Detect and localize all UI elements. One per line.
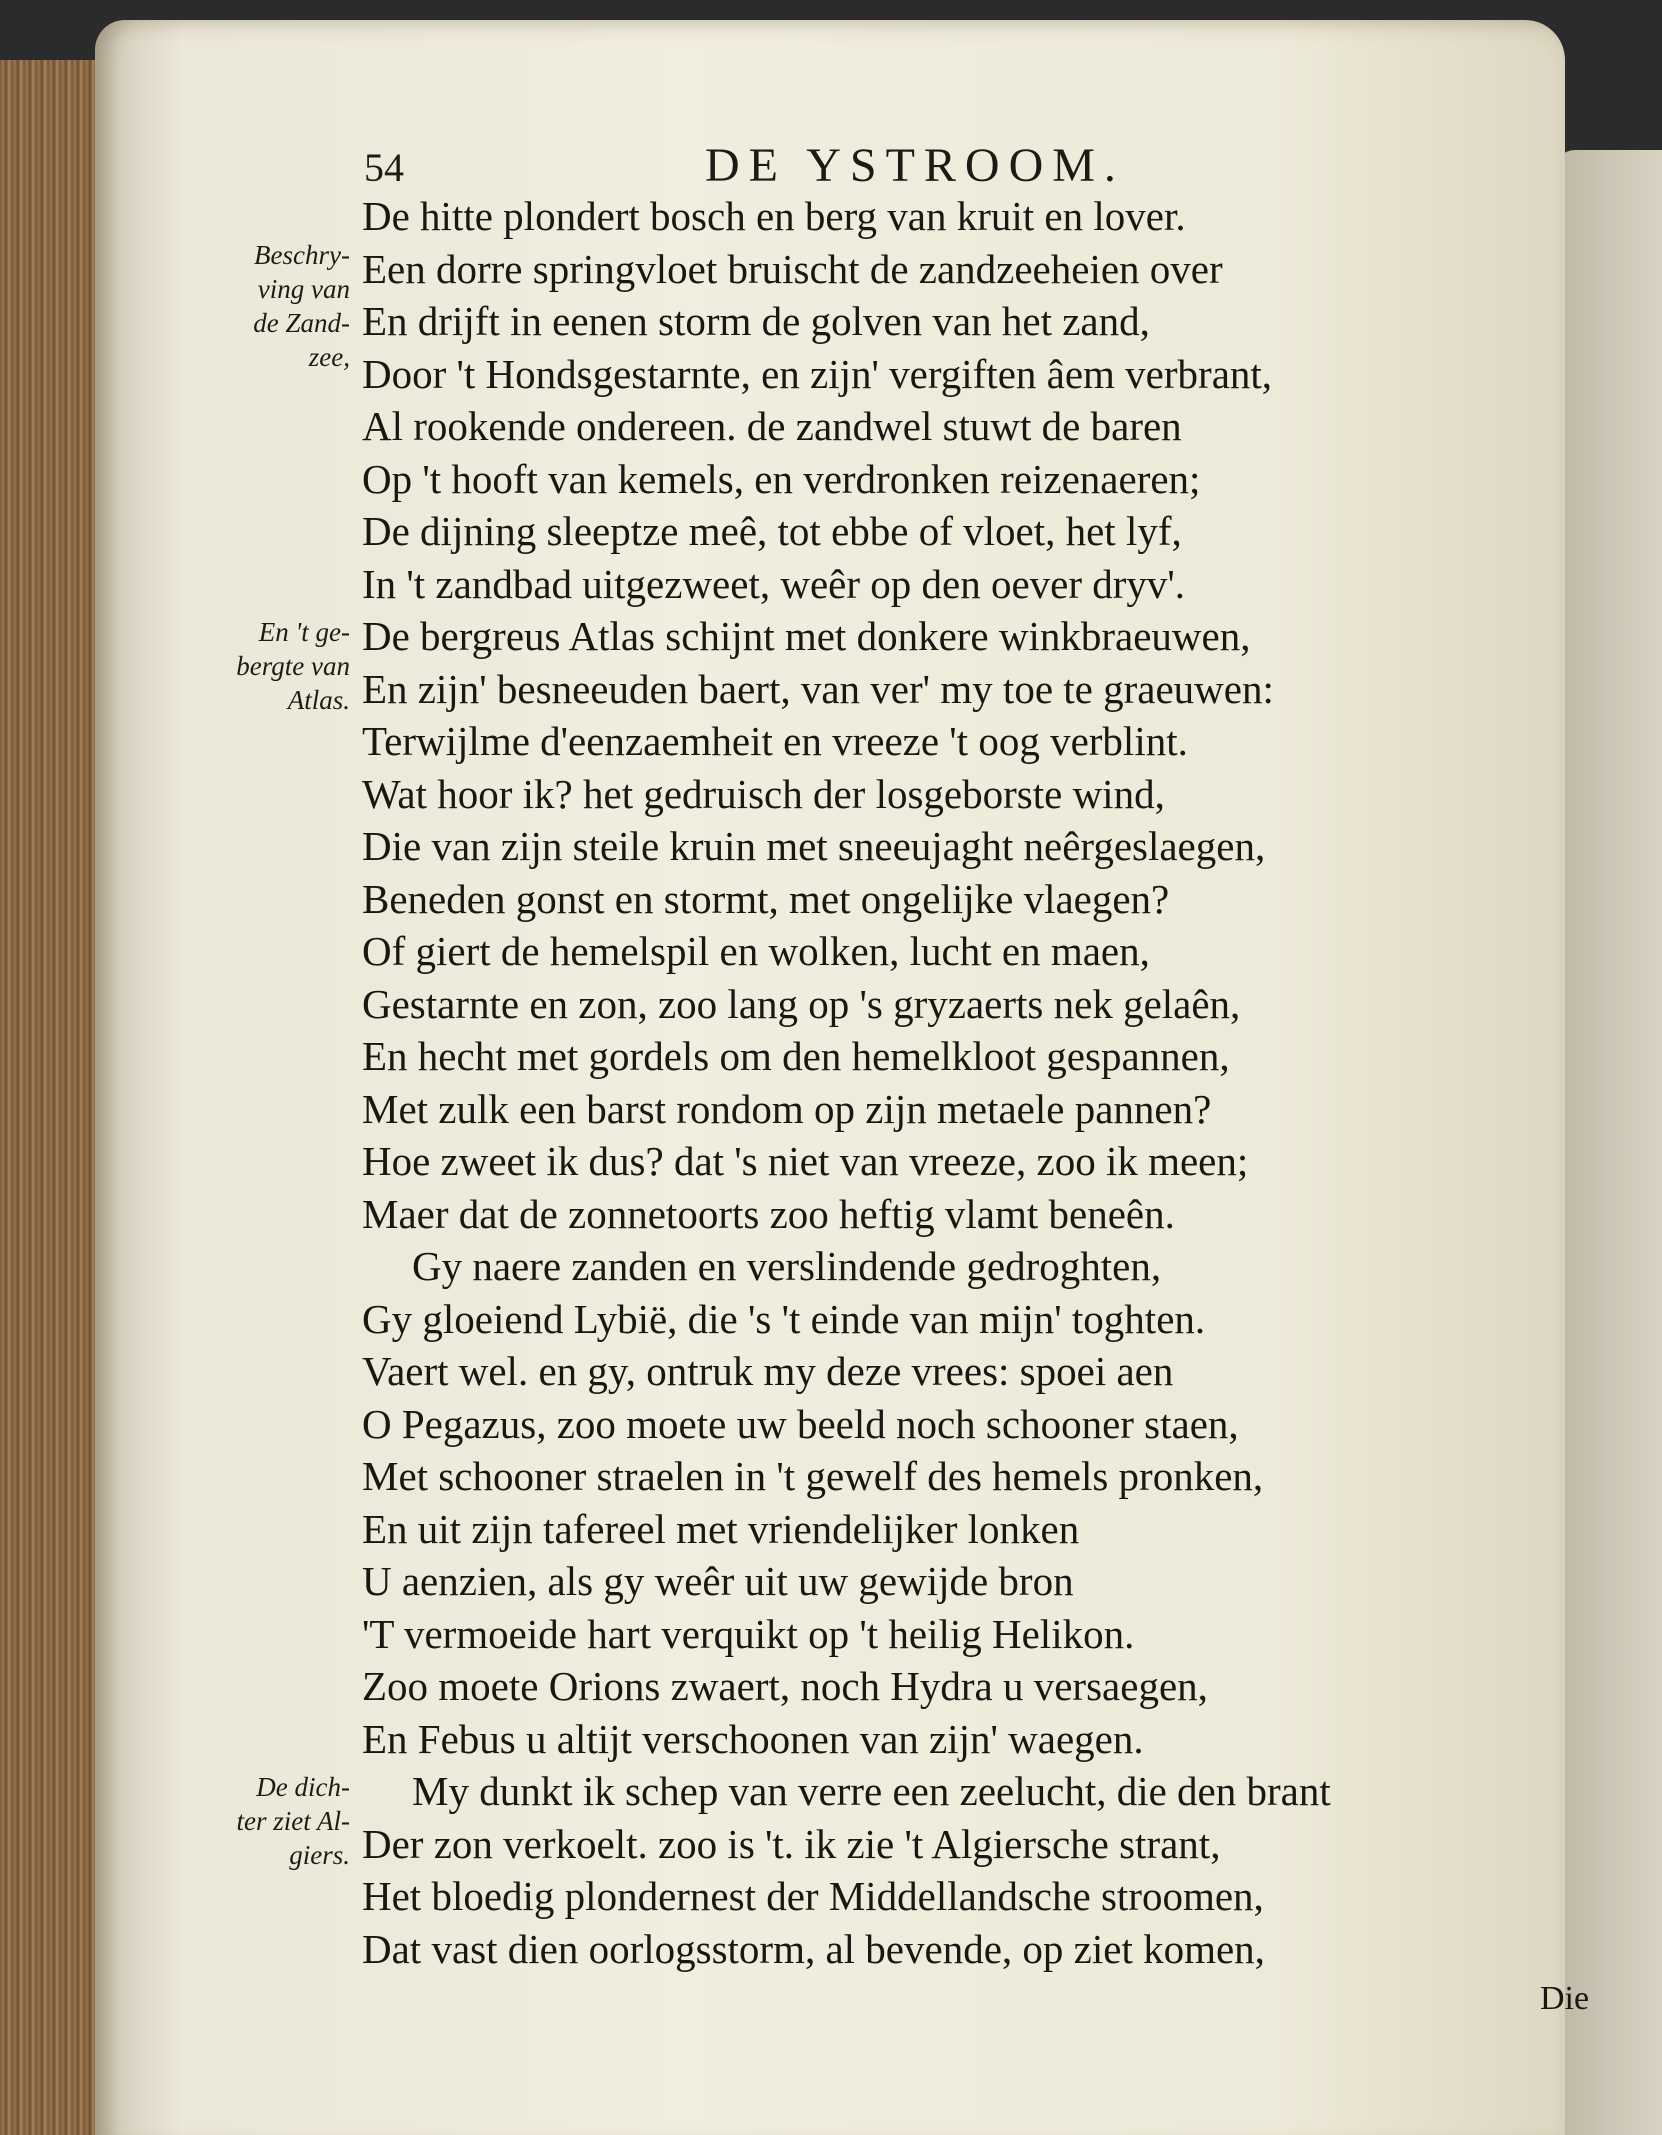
verse-line: De bergreus Atlas schijnt met donkere winkbraeuwen, bbox=[362, 613, 1251, 659]
verse-line: Der zon verkoelt. zoo is 't. ik zie 't Algiersche strant, bbox=[362, 1820, 1221, 1867]
margin-note: En 't ge- bergte van Atlas. bbox=[236, 617, 350, 715]
page-number: 54 bbox=[364, 145, 404, 190]
verse-line: Door 't Hondsgestarnte, en zijn' vergiften âem verbrant, bbox=[362, 350, 1273, 397]
verse-line: Of giert de hemelspil en wolken, lucht en maen, bbox=[362, 928, 1150, 974]
verse-line: Met schooner straelen in 't gewelf des hemels pronken, bbox=[362, 1453, 1264, 1499]
verse-line: Dat vast dien oorlogsstorm, al bevende, op ziet komen, bbox=[362, 1925, 1265, 1972]
verse-line: Gestarnte en zon, zoo lang op 's gryzaerts nek gelaên, bbox=[362, 980, 1241, 1027]
facing-page-edge bbox=[1555, 150, 1662, 2135]
verse-line: Het bloedig plondernest der Middellandsche stroomen, bbox=[362, 1873, 1264, 1919]
verse-line: Hoe zweet ik dus? dat 's niet van vreeze, zoo ik meen; bbox=[362, 1138, 1249, 1184]
verse-line: Met zulk een barst rondom op zijn metaele pannen? bbox=[362, 1085, 1212, 1132]
verse-line: En zijn' besneeuden baert, van ver' my toe te graeuwen: bbox=[362, 665, 1274, 712]
verse-line: En drijft in eenen storm de golven van het zand, bbox=[362, 298, 1150, 344]
verse-line: Die van zijn steile kruin met sneeujaght neêrgeslaegen, bbox=[362, 823, 1266, 869]
margin-note: De dich- ter ziet Al- giers. bbox=[236, 1772, 350, 1870]
verse-line: De dijning sleeptze meê, tot ebbe of vloet, het lyf, bbox=[362, 508, 1182, 554]
verse-line: Wat hoor ik? het gedruisch der losgeborste wind, bbox=[362, 770, 1165, 817]
running-head bbox=[360, 138, 1290, 198]
verse-line: Gy gloeiend Lybië, die 's 't einde van mijn' toghten. bbox=[362, 1295, 1206, 1342]
verse-line: Maer dat de zonnetoorts zoo heftig vlamt beneên. bbox=[362, 1190, 1175, 1237]
verse-line: My dunkt ik schep van verre een zeelucht, die den brant bbox=[412, 1768, 1331, 1814]
verse-line: O Pegazus, zoo moete uw beeld noch schooner staen, bbox=[362, 1400, 1239, 1447]
verse-line: Een dorre springvloet bruischt de zandzeeheien over bbox=[362, 245, 1223, 292]
verse-line: Gy naere zanden en verslindende gedroghten, bbox=[412, 1243, 1162, 1289]
verse-line: Zoo moete Orions zwaert, noch Hydra u versaegen, bbox=[362, 1663, 1208, 1709]
verse-line: Op 't hooft van kemels, en verdronken reizenaeren; bbox=[362, 455, 1201, 502]
verse-line: De hitte plondert bosch en berg van kruit en lover. bbox=[362, 193, 1186, 239]
verse-line: En uit zijn tafereel met vriendelijker lonken bbox=[362, 1505, 1080, 1552]
margin-note: Beschry- ving van de Zand- zee, bbox=[253, 240, 350, 372]
verse-line: 'T vermoeide hart verquikt op 't heilig Helikon. bbox=[362, 1610, 1135, 1657]
verse-line: In 't zandbad uitgezweet, weêr op den oever dryv'. bbox=[362, 560, 1186, 607]
verse-line: Al rookende ondereen. de zandwel stuwt de baren bbox=[362, 403, 1182, 449]
verse-line: En hecht met gordels om den hemelkloot gespannen, bbox=[362, 1033, 1230, 1079]
page-title: DE YSTROOM. bbox=[705, 139, 1125, 192]
verse-line: U aenzien, als gy weêr uit uw gewijde bron bbox=[362, 1558, 1074, 1604]
verse-line: Terwijlme d'eenzaemheit en vreeze 't oog verblint. bbox=[362, 718, 1188, 764]
verse-line: En Febus u altijt verschoonen van zijn' waegen. bbox=[362, 1715, 1144, 1762]
verse-line: Beneden gonst en stormt, met ongelijke vlaegen? bbox=[362, 875, 1170, 922]
poem-text bbox=[362, 190, 1562, 1975]
catchword: Die bbox=[1540, 1980, 1590, 2017]
verse-line: Vaert wel. en gy, ontruk my deze vrees: spoei aen bbox=[362, 1348, 1174, 1394]
